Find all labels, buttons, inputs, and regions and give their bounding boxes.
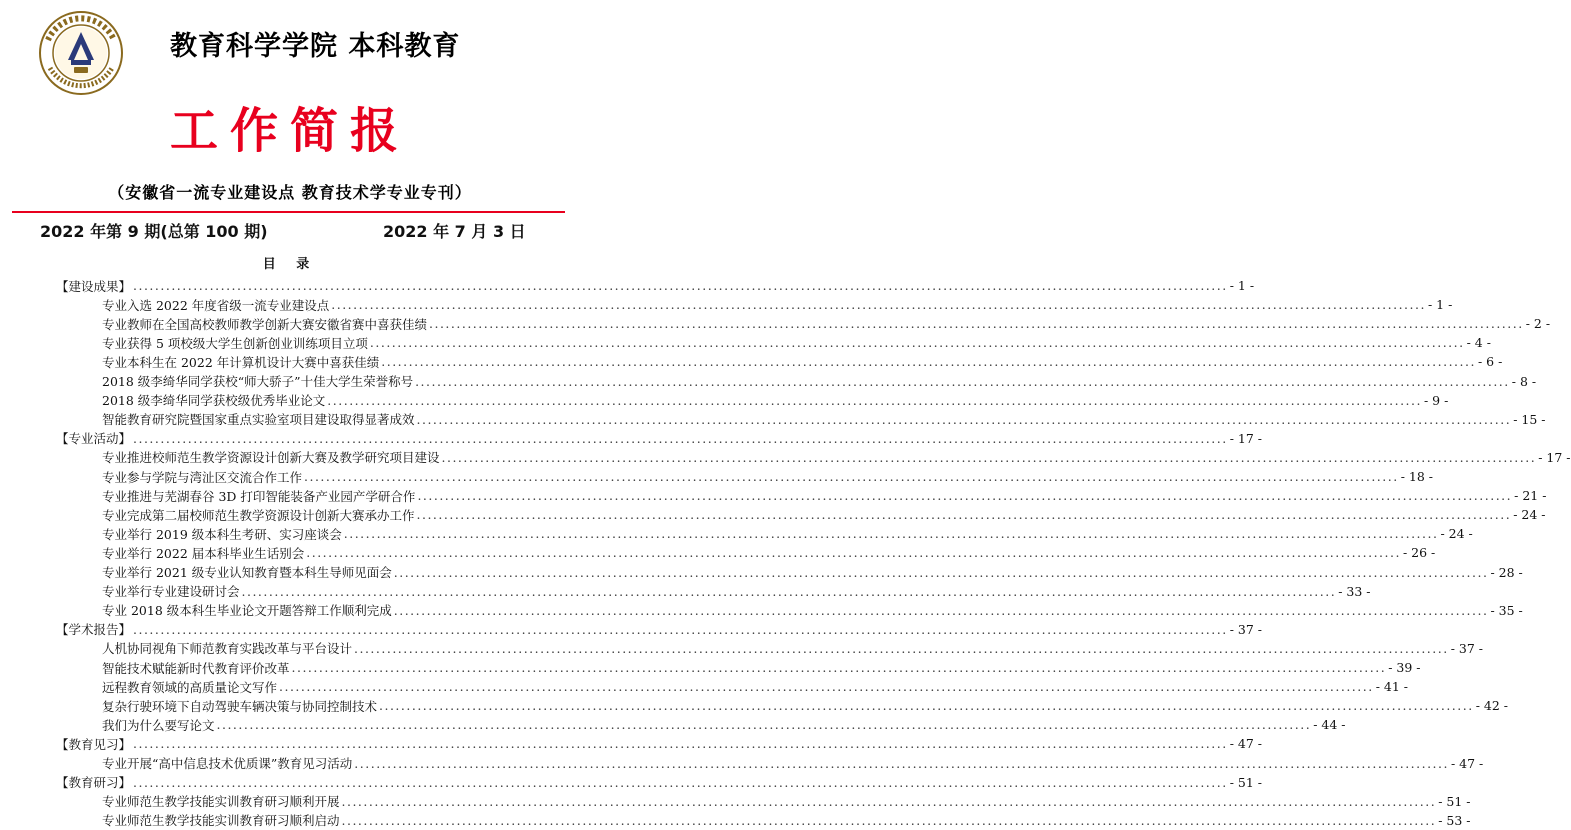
toc-leader-dots: ........................................................................................................................................................................................................ (279, 679, 1374, 695)
toc-entry-title: 【教育研习】 (56, 775, 132, 791)
toc-page-number: - 1 - (1229, 278, 1255, 293)
toc-page-number: - 21 - (1514, 488, 1547, 504)
toc-entry[interactable] (102, 486, 1547, 505)
red-divider (12, 211, 565, 213)
toc-entry[interactable] (102, 372, 1537, 391)
toc-entry[interactable] (102, 524, 1473, 543)
toc-page-number: - 24 - (1440, 526, 1473, 542)
issue-number: 2022 年第 9 期(总第 100 期) (40, 222, 268, 241)
toc-entry[interactable] (102, 563, 1523, 582)
toc-entry-title: 专业推进校师范生教学资源设计创新大赛及教学研究项目建设 (102, 450, 440, 466)
toc-page-number: - 15 - (1513, 411, 1546, 427)
toc-section[interactable] (56, 773, 1263, 792)
university-logo (38, 10, 124, 96)
toc-page-number: - 28 - (1490, 564, 1523, 580)
toc-leader-dots: ........................................................................................................................................................................................................ (341, 793, 1437, 809)
toc-heading: 目 录 (262, 257, 318, 272)
toc-leader-dots: ........................................................................................................................................................................................................ (133, 278, 1228, 293)
toc-leader-dots: ........................................................................................................................................................................................................ (393, 564, 1489, 580)
toc-leader-dots: ........................................................................................................................................................................................................ (133, 774, 1228, 790)
toc-entry[interactable] (102, 715, 1346, 734)
toc-page-number: - 47 - (1229, 736, 1263, 752)
toc-section[interactable] (56, 429, 1263, 448)
toc-leader-dots: ........................................................................................................................................................................................................ (441, 449, 1537, 465)
toc-leader-dots: ........................................................................................................................................................................................................ (133, 430, 1228, 446)
toc-page-number: - 51 - (1438, 793, 1471, 809)
toc-entry-title: 智能教育研究院暨国家重点实验室项目建设取得显著成效 (102, 412, 415, 428)
toc-leader-dots: ........................................................................................................................................................................................................ (429, 316, 1524, 332)
toc-entry-title: 专业入选 2022 年度省级一流专业建设点 (102, 297, 330, 313)
toc-page-number: - 18 - (1400, 469, 1434, 484)
toc-page-number: - 4 - (1466, 335, 1491, 351)
toc-entry-title: 专业教师在全国高校教师教学创新大赛安徽省赛中喜获佳绩 (102, 316, 428, 332)
toc-entry[interactable] (102, 505, 1546, 524)
toc-entry-title: 专业举行 2022 届本科毕业生话别会 (102, 545, 305, 561)
toc-page-number: - 17 - (1538, 449, 1571, 465)
toc-page-number: - 41 - (1375, 679, 1409, 695)
toc-leader-dots: ........................................................................................................................................................................................................ (354, 640, 1449, 656)
toc-page-number: - 9 - (1423, 392, 1449, 408)
toc-entry[interactable] (102, 467, 1434, 486)
toc-page-number: - 26 - (1402, 545, 1436, 561)
subtitle: （安徽省一流专业建设点 教育技术学专业专刊） (108, 183, 472, 202)
toc-page-number: - 47 - (1450, 755, 1484, 771)
header-title: 教育科学学院 本科教育 (170, 31, 461, 62)
toc-entry[interactable] (102, 314, 1551, 333)
toc-entry-title: 【专业活动】 (56, 431, 132, 447)
toc-entry[interactable] (102, 677, 1409, 696)
toc-leader-dots: ........................................................................................................................................................................................................ (341, 812, 1437, 828)
toc-entry[interactable] (102, 410, 1546, 429)
toc-entry-title: 【建设成果】 (56, 278, 132, 294)
toc-leader-dots: ........................................................................................................................................................................................................ (306, 545, 1401, 561)
toc-entry-title: 专业本科生在 2022 年计算机设计大赛中喜获佳绩 (102, 354, 380, 370)
toc-entry-title: 专业举行 2021 级专业认知教育暨本科生导师见面会 (102, 565, 392, 580)
toc-leader-dots: ........................................................................................................................................................................................................ (354, 755, 1449, 771)
toc-page-number: - 44 - (1313, 717, 1346, 733)
toc-entry[interactable] (102, 639, 1484, 658)
toc-page-number: - 33 - (1338, 583, 1371, 599)
toc-entry-title: 智能技术赋能新时代教育评价改革 (102, 660, 290, 676)
toc-entry[interactable] (102, 696, 1509, 715)
toc-entry-title: 专业举行专业建设研讨会 (102, 584, 240, 600)
toc-leader-dots: ........................................................................................................................................................................................................ (241, 583, 1337, 599)
toc-entry-title: 【学术报告】 (56, 622, 132, 638)
toc-page-number: - 24 - (1513, 507, 1546, 523)
toc-leader-dots: ........................................................................................................................................................................................................ (304, 469, 1399, 484)
toc-entry-title: 专业举行 2019 级本科生考研、实习座谈会 (102, 526, 342, 542)
toc-entry-title: 专业推进与芜湖春谷 3D 打印智能装备产业园产学研合作 (102, 488, 416, 504)
toc-entry[interactable] (102, 582, 1371, 601)
toc-page-number: - 1 - (1427, 297, 1453, 313)
toc-leader-dots: ........................................................................................................................................................................................................ (379, 698, 1474, 714)
toc-leader-dots: ........................................................................................................................................................................................................ (381, 354, 1476, 370)
toc-leader-dots: ........................................................................................................................................................................................................ (415, 373, 1510, 389)
toc-entry-title: 专业开展“高中信息技术优质课”教育见习活动 (102, 756, 353, 771)
toc-leader-dots: ........................................................................................................................................................................................................ (416, 507, 1512, 523)
toc-entry-title: 专业参与学院与湾沚区交流合作工作 (102, 469, 303, 485)
toc-leader-dots: ........................................................................................................................................................................................................ (369, 335, 1465, 351)
toc-entry-title: 复杂行驶环境下自动驾驶车辆决策与协同控制技术 (102, 698, 378, 714)
toc-entry[interactable] (102, 448, 1571, 467)
toc-entry-title: 专业师范生教学技能实训教育研习顺利启动 (102, 813, 340, 829)
toc-entry[interactable] (102, 792, 1471, 811)
toc-leader-dots: ........................................................................................................................................................................................................ (133, 736, 1228, 752)
toc-entry-title: 专业 2018 级本科生毕业论文开题答辩工作顺利完成 (102, 603, 392, 619)
toc-entry-title: 专业师范生教学技能实训教育研习顺利开展 (102, 794, 340, 810)
main-title: 工作简报 (169, 103, 410, 159)
toc-entry[interactable] (102, 295, 1453, 314)
issue-date: 2022 年 7 月 3 日 (383, 222, 526, 241)
toc-entry[interactable] (102, 811, 1471, 830)
toc-leader-dots: ........................................................................................................................................................................................................ (416, 411, 1512, 427)
toc-entry[interactable] (102, 601, 1523, 620)
toc-entry-title: 专业完成第二届校师范生教学资源设计创新大赛承办工作 (102, 507, 415, 523)
toc-entry-title: 远程教育领域的高质量论文写作 (102, 679, 278, 695)
toc-leader-dots: ........................................................................................................................................................................................................ (291, 660, 1387, 675)
toc-page-number: - 17 - (1229, 430, 1263, 446)
toc-leader-dots: ........................................................................................................................................................................................................ (327, 392, 1422, 408)
toc-section[interactable] (56, 734, 1263, 753)
toc-page-number: - 39 - (1388, 660, 1421, 675)
toc-page-number: - 2 - (1525, 316, 1551, 332)
toc-leader-dots: ........................................................................................................................................................................................................ (393, 602, 1489, 618)
toc-section[interactable] (56, 620, 1263, 639)
university-seal-icon (38, 10, 124, 96)
toc-page-number: - 35 - (1490, 602, 1523, 618)
toc-entry-title: 【教育见习】 (56, 736, 132, 752)
toc-entry-title: 人机协同视角下师范教育实践改革与平台设计 (102, 641, 353, 657)
toc-entry[interactable] (102, 658, 1421, 677)
toc-entry[interactable] (102, 391, 1449, 410)
toc-entry[interactable] (102, 333, 1491, 352)
toc-page-number: - 37 - (1450, 640, 1484, 656)
toc-section[interactable] (56, 276, 1255, 295)
toc-leader-dots: ........................................................................................................................................................................................................ (343, 526, 1439, 542)
toc-entry-title: 我们为什么要写论文 (102, 717, 215, 733)
toc-page-number: - 42 - (1475, 698, 1509, 714)
toc-page-number: - 37 - (1229, 621, 1263, 637)
toc-leader-dots: ........................................................................................................................................................................................................ (417, 488, 1513, 504)
toc-entry[interactable] (102, 543, 1436, 562)
toc-page-number: - 51 - (1229, 774, 1263, 790)
toc-entry-title: 专业获得 5 项校级大学生创新创业训练项目立项 (102, 335, 368, 351)
toc-page-number: - 6 - (1477, 354, 1503, 370)
toc-entry-title: 2018 级李绮华同学获校“师大骄子”十佳大学生荣誉称号 (102, 374, 414, 389)
toc-entry[interactable] (102, 754, 1484, 773)
toc-leader-dots: ........................................................................................................................................................................................................ (133, 621, 1228, 637)
toc-entry[interactable] (102, 352, 1503, 371)
toc-page-number: - 53 - (1438, 812, 1471, 828)
toc-page-number: - 8 - (1511, 373, 1537, 389)
toc-entry-title: 2018 级李绮华同学获校级优秀毕业论文 (102, 393, 326, 409)
toc-leader-dots: ........................................................................................................................................................................................................ (216, 717, 1312, 733)
toc-leader-dots: ........................................................................................................................................................................................................ (331, 297, 1426, 313)
